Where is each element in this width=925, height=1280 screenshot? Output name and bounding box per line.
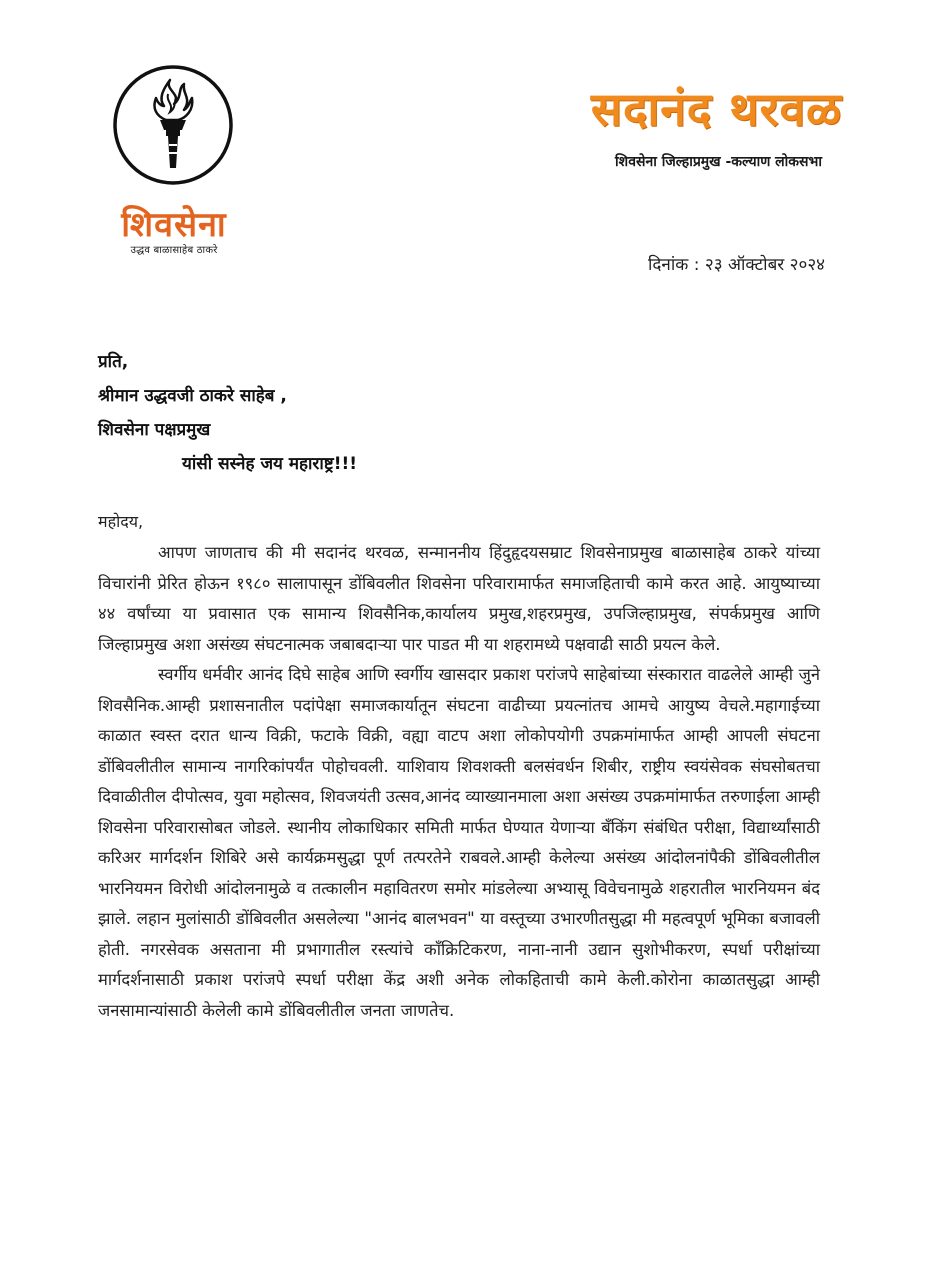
sender-header — [532, 82, 842, 171]
salutation: महोदय, — [98, 512, 144, 531]
letter-date: दिनांक : २३ ऑक्टोबर २०२४ — [648, 255, 825, 275]
party-name: शिवसेना — [121, 205, 227, 245]
sender-title: शिवसेना जिल्हाप्रमुख -कल्याण लोकसभा — [615, 154, 822, 170]
party-tagline: उद्धव बाळासाहेब ठाकरे — [130, 245, 218, 256]
paragraph: आपण जाणताच की मी सदानंद थरवळ, सन्माननीय हिंदुहृदयसम्राट शिवसेनाप्रमुख बाळासाहेब ठाकरे यांच्या विचारांनी प्रेरित होऊन १९८० सालापासून डोंबिवलीत शिवसेना परिवारामार्फत समाजहिताची कामे करत आहे. आयुष्याच्या ४४ वर्षांच्या या प्रवासात एक सामान्य शिवसैनिक,कार्यालय प्रमुख,शहरप्रमुख, उपजिल्हाप्रमुख, संपर्कप्रमुख आणि जिल्हाप्रमुख अशा असंख्य संघटनात्मक जबाबदाऱ्या पार पाडत मी या शहरामध्ये पक्षवाढी साठी प्रयत्न केले. — [98, 543, 820, 654]
party-logo — [104, 206, 244, 256]
sender-name: सदानंद थरवळ — [590, 82, 842, 136]
address-block — [98, 345, 798, 481]
address-to: प्रति, — [98, 352, 129, 372]
paragraph: स्वर्गीय धर्मवीर आनंद दिघे साहेब आणि स्वर्गीय खासदार प्रकाश परांजपे साहेबांच्या संस्कारात वाढलेले आम्ही जुने शिवसैनिक.आम्ही प्रशासनातील पदांपेक्षा समाजकार्यातून संघटना वाढीच्या प्रयत्नांतच आमचे आयुष्य वेचले.महागाईच्या काळात स्वस्त दरात धान्य विक्री, फटाके विक्री, वह्या वाटप अशा लोकोपयोगी उपक्रमांमार्फत आम्ही आपली संघटना डोंबिवलीतील सामान्य नागरिकांपर्यंत पोहोचवली. याशिवाय शिवशक्ती बलसंवर्धन शिबीर, राष्ट्रीय स्वयंसेवक संघसोबतचा दिवाळीतील दीपोत्सव, युवा महोत्सव, शिवजयंती उत्सव,आनंद व्याख्यानमाला अशा असंख्य उपक्रमांमार्फत तरुणाईला आम्ही शिवसेना परिवारासोबत जोडले. स्थानीय लोकाधिकार समिती मार्फत घेण्यात येणाऱ्या बँकिंग संबंधित परीक्षा, विद्यार्थ्यांसाठी करिअर मार्गदर्शन शिबिरे असे कार्यक्रमसुद्धा पूर्ण तत्परतेने राबवले.आम्ही केलेल्या असंख्य आंदोलनांपैकी डोंबिवलीतील भारनियमन विरोधी आंदोलनामुळे व तत्कालीन महावितरण समोर मांडलेल्या अभ्यासू विवेचनामुळे शहरातील भारनियमन बंद झाले. लहान मुलांसाठी डोंबिवलीत असलेल्या "आनंद बालभवन" या वस्तूच्या उभारणीतसुद्धा मी महत्वपूर्ण भूमिका बजावली होती. नगरसेवक असताना मी प्रभागातील रस्त्यांचे काँक्रिटिकरण, नाना-नानी उद्यान सुशोभीकरण, स्पर्धा परीक्षांच्या मार्गदर्शनासाठी प्रकाश परांजपे स्पर्धा परीक्षा केंद्र अशी अनेक लोकहिताची कामे केली.कोरोना काळातसुद्धा आम्ही जनसामान्यांसाठी केलेली कामे डोंबिवलीतील जनता जाणतेच. — [98, 665, 820, 1020]
address-designation: शिवसेना पक्षप्रमुख — [98, 420, 211, 440]
letter-body — [98, 538, 820, 1026]
address-recipient: श्रीमान उद्धवजी ठाकरे साहेब , — [98, 386, 287, 406]
flaming-torch-icon — [112, 64, 234, 186]
address-greeting: यांसी सस्नेह जय महाराष्ट्र!!! — [182, 454, 357, 474]
